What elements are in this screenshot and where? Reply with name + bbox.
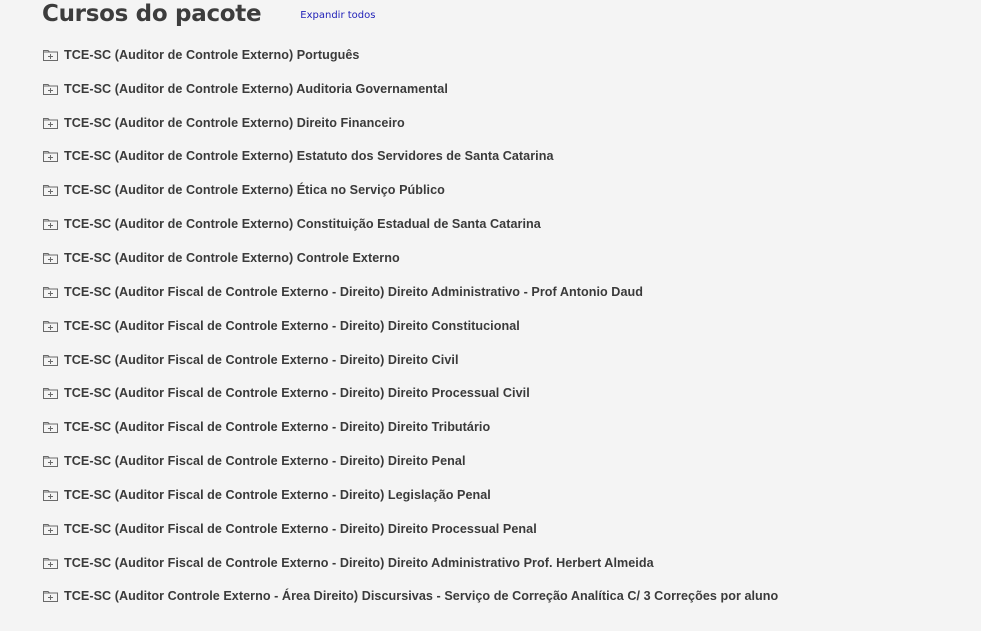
folder-plus-icon bbox=[43, 320, 58, 332]
course-item[interactable] bbox=[43, 512, 778, 546]
course-item[interactable] bbox=[43, 376, 778, 410]
course-title: TCE-SC (Auditor Fiscal de Controle Externo - Direito) Direito Processual Penal bbox=[64, 521, 537, 536]
course-title: TCE-SC (Auditor Fiscal de Controle Externo - Direito) Direito Administrativo - Prof Antonio Daud bbox=[64, 284, 643, 299]
course-item[interactable] bbox=[43, 410, 778, 444]
course-item[interactable] bbox=[43, 106, 778, 140]
folder-plus-icon bbox=[43, 286, 58, 298]
folder-plus-icon bbox=[43, 387, 58, 399]
course-title: TCE-SC (Auditor de Controle Externo) Ética no Serviço Público bbox=[64, 183, 445, 198]
section-header bbox=[42, 0, 375, 28]
course-item[interactable] bbox=[43, 478, 778, 512]
course-title: TCE-SC (Auditor Fiscal de Controle Externo - Direito) Direito Tributário bbox=[64, 420, 491, 435]
course-title: TCE-SC (Auditor Fiscal de Controle Externo - Direito) Direito Constitucional bbox=[64, 318, 520, 333]
folder-plus-icon bbox=[43, 421, 58, 433]
folder-plus-icon bbox=[43, 252, 58, 264]
course-title: TCE-SC (Auditor de Controle Externo) Auditoria Governamental bbox=[64, 81, 448, 96]
course-title: TCE-SC (Auditor Fiscal de Controle Externo - Direito) Legislação Penal bbox=[64, 487, 491, 502]
course-item[interactable] bbox=[43, 444, 778, 478]
course-item[interactable] bbox=[43, 72, 778, 106]
course-item[interactable] bbox=[43, 241, 778, 275]
folder-plus-icon bbox=[43, 83, 58, 95]
folder-plus-icon bbox=[43, 523, 58, 535]
folder-plus-icon bbox=[43, 590, 58, 602]
folder-plus-icon bbox=[43, 354, 58, 366]
folder-plus-icon bbox=[43, 455, 58, 467]
course-item[interactable] bbox=[43, 38, 778, 72]
course-item[interactable] bbox=[43, 580, 778, 614]
course-title: TCE-SC (Auditor Fiscal de Controle Externo - Direito) Direito Processual Civil bbox=[64, 386, 530, 401]
folder-plus-icon bbox=[43, 49, 58, 61]
folder-plus-icon bbox=[43, 184, 58, 196]
course-title: TCE-SC (Auditor Fiscal de Controle Externo - Direito) Direito Penal bbox=[64, 454, 466, 469]
course-title: TCE-SC (Auditor de Controle Externo) Estatuto dos Servidores de Santa Catarina bbox=[64, 149, 554, 164]
course-title: TCE-SC (Auditor de Controle Externo) Constituição Estadual de Santa Catarina bbox=[64, 217, 541, 232]
expand-all-link[interactable]: Expandir todos bbox=[300, 9, 376, 21]
course-title: TCE-SC (Auditor de Controle Externo) Português bbox=[64, 47, 360, 62]
course-title: TCE-SC (Auditor Controle Externo - Área Direito) Discursivas - Serviço de Correção Analítica C/ 3 Correções por aluno bbox=[64, 589, 779, 604]
course-title: TCE-SC (Auditor de Controle Externo) Direito Financeiro bbox=[64, 115, 405, 130]
course-item[interactable] bbox=[43, 173, 778, 207]
course-item[interactable] bbox=[43, 546, 778, 580]
course-title: TCE-SC (Auditor Fiscal de Controle Externo - Direito) Direito Civil bbox=[64, 352, 459, 367]
course-item[interactable] bbox=[43, 140, 778, 174]
folder-plus-icon bbox=[43, 117, 58, 129]
course-title: TCE-SC (Auditor Fiscal de Controle Externo - Direito) Direito Administrativo Prof. Herbert Almeida bbox=[64, 555, 654, 570]
course-item[interactable] bbox=[43, 343, 778, 377]
course-list bbox=[43, 38, 778, 613]
course-item[interactable] bbox=[43, 309, 778, 343]
folder-plus-icon bbox=[43, 150, 58, 162]
folder-plus-icon bbox=[43, 557, 58, 569]
folder-plus-icon bbox=[43, 218, 58, 230]
course-item[interactable] bbox=[43, 275, 778, 309]
page-title: Cursos do pacote bbox=[42, 1, 262, 27]
course-item[interactable] bbox=[43, 207, 778, 241]
folder-plus-icon bbox=[43, 489, 58, 501]
course-title: TCE-SC (Auditor de Controle Externo) Controle Externo bbox=[64, 250, 400, 265]
